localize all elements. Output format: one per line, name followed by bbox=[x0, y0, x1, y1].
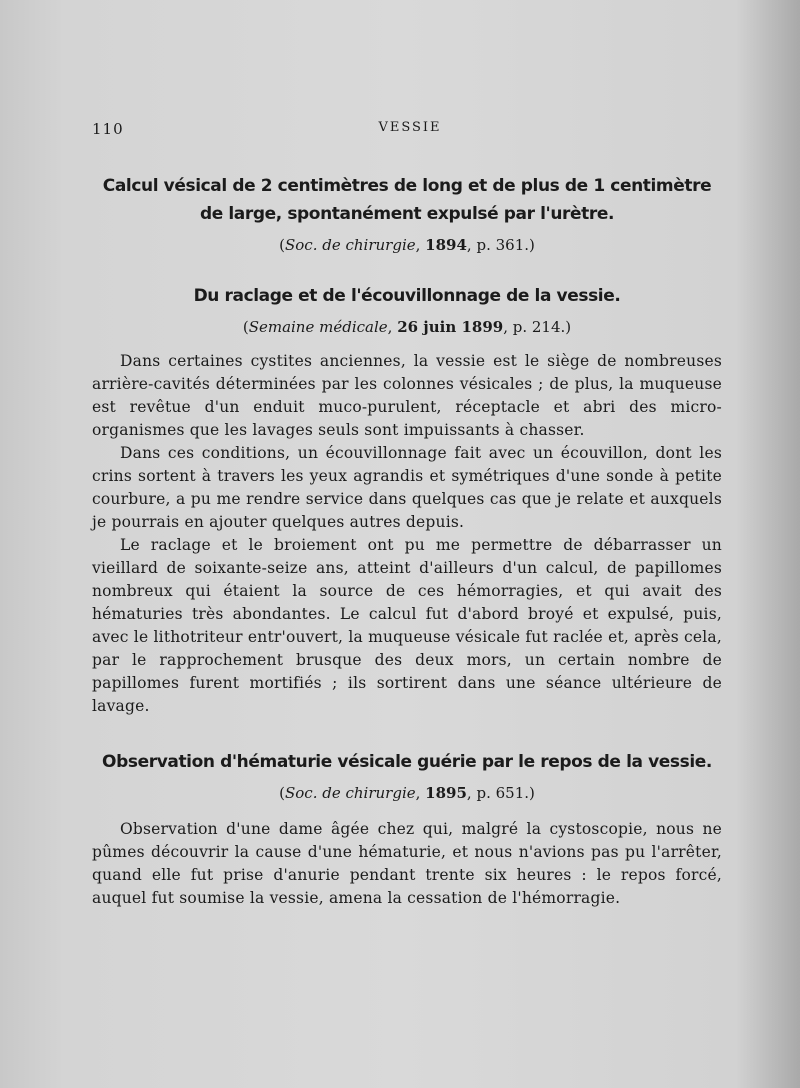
section-calcul-vesical bbox=[92, 172, 722, 256]
section-title: Calcul vésical de 2 centimètres de long et de plus de 1 centimètre de large, spontanément expulsé par l'urètre. bbox=[102, 176, 712, 224]
ref-close: ) bbox=[565, 318, 572, 336]
ref-open: ( bbox=[242, 318, 249, 336]
ref-source: Semaine médicale bbox=[248, 318, 388, 336]
section-observation-hematurie bbox=[92, 748, 722, 910]
paragraph: Observation d'une dame âgée chez qui, malgré la cystoscopie, nous ne pûmes découvrir la cause d'une hématurie, et nous n'avions pas pu l'arrêter, quand elle fut prise d'anurie pendant trente six heures : le repos forcé, auquel fut soumise la vessie, amena la cessation de l'hémorragie. bbox=[92, 820, 722, 907]
section-reference: (Semaine médicale, 26 juin 1899, p. 214.) bbox=[242, 318, 572, 336]
page-header bbox=[92, 120, 728, 142]
ref-source: Soc. de chirurgie bbox=[284, 236, 416, 254]
paragraph: Dans certaines cystites anciennes, la vessie est le siège de nombreuses arrière-cavités déterminées par les colonnes vésicales ; de plus, la muqueuse est revêtue d'un enduit muco-purulent, réceptacle et abri des micro-organismes que les lavages seuls sont impuissants à chasser. bbox=[92, 352, 722, 439]
ref-year: 26 juin 1899 bbox=[397, 318, 504, 336]
running-head: VESSIE bbox=[378, 120, 442, 135]
page-content bbox=[92, 172, 722, 910]
section-reference: (Soc. de chirurgie, 1895, p. 651.) bbox=[279, 784, 535, 802]
section-raclage bbox=[92, 282, 722, 718]
ref-year: 1894 bbox=[425, 236, 467, 254]
ref-close: ) bbox=[529, 236, 535, 254]
section-body bbox=[92, 818, 722, 910]
paragraph: Dans ces conditions, un écouvillonnage fait avec un écouvillon, dont les crins sortent à travers les yeux agrandis et symétriques d'une sonde à petite courbure, a pu me rendre service dans quelques cas que je relate et auxquels je pourrais en ajouter quelques autres depuis. bbox=[92, 444, 722, 531]
section-title: Observation d'hématurie vésicale guérie par le repos de la vessie. bbox=[102, 752, 712, 772]
section-title: Du raclage et de l'écouvillonnage de la vessie. bbox=[193, 286, 621, 306]
ref-open: ( bbox=[279, 784, 285, 802]
ref-close: ) bbox=[529, 784, 535, 802]
ref-page: p. 214. bbox=[512, 318, 566, 336]
ref-year: 1895 bbox=[425, 784, 467, 802]
ref-open: ( bbox=[279, 236, 285, 254]
paragraph: Le raclage et le broiement ont pu me permettre de débarrasser un vieillard de soixante-seize ans, atteint d'ailleurs d'un calcul, de papillomes nombreux qui étaient la source de ces hémorragies, et qui avait des hématuries très abondantes. Le calcul fut d'abord broyé et expulsé, puis, avec le lithotriteur entr'ouvert, la muqueuse vésicale fut raclée et, après cela, par le rapprochement brusque des deux mors, un certain nombre de papillomes furent mortifiés ; ils sortirent dans une séance ultérieure de lavage. bbox=[92, 536, 722, 715]
ref-page: p. 361. bbox=[476, 236, 530, 254]
page-number: 110 bbox=[92, 120, 124, 138]
ref-source: Soc. de chirurgie bbox=[284, 784, 416, 802]
ref-page: p. 651. bbox=[476, 784, 530, 802]
section-body bbox=[92, 350, 722, 718]
section-reference: (Soc. de chirurgie, 1894, p. 361.) bbox=[279, 236, 535, 254]
